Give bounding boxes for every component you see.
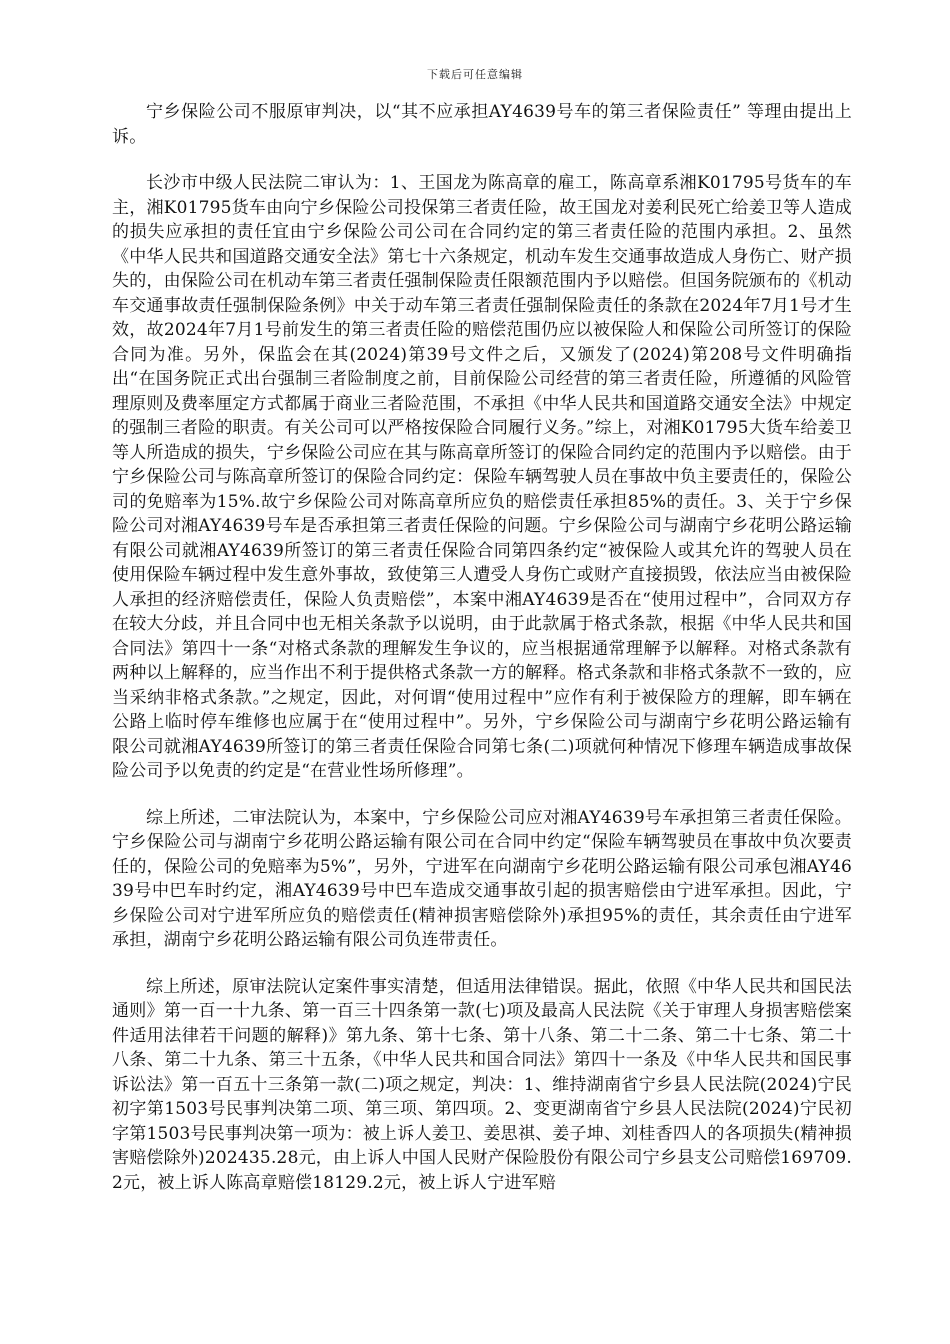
page-header: 下载后可任意编辑 <box>427 68 523 81</box>
paragraph-second-instance-opinion: 长沙市中级人民法院二审认为：1、王国龙为陈高章的雇工，陈高章系湘K01795号货车的车主，湘K01795货车由向宁乡保险公司投保第三者责任险，故王国龙对姜利民死亡给姜卫等人造成的损失应承担的责任宜由宁乡保险公司公司在合同约定的第三者责任险的范围内承担。2、虽然《中华人民共和国道路交通安全法》第七十六条规定，机动车发生交通事故造成人身伤亡、财产损失的，由保险公司在机动车第三者责任强制保险责任限额范围内予以赔偿。但国务院颁布的《机动车交通事故责任强制保险条例》中关于动车第三者责任强制保险责任的条款在2024年7月1号才生效，故2024年7月1号前发生的第三者责任险的赔偿范围仍应以被保险人和保险公司所签订的保险合同为准。另外，保监会在其(2024)第39号文件之后，又颁发了(2024)第208号文件明确指出“在国务院正式出台强制三者险制度之前，目前保险公司经营的第三者责任险，所遵循的风险管理原则及费率厘定方式都属于商业三者险范围，不承担《中华人民共和国道路交通安全法》中规定的强制三者险的职责。有关公司可以严格按保险合同履行义务。”综上，对湘K01795大货车给姜卫等人所造成的损失，宁乡保险公司应在其与陈高章所签订的保险合同约定的范围内予以赔偿。由于宁乡保险公司与陈高章所签订的保险合同约定：保险车辆驾驶人员在事故中负主要责任的，保险公司的免赔率为15%.故宁乡保险公司对陈高章所应负的赔偿责任承担85%的责任。3、关于宁乡保险公司对湘AY4639号车是否承担第三者责任保险的问题。宁乡保险公司与湖南宁乡花明公路运输有限公司就湘AY4639所签订的第三者责任保险合同第四条约定“被保险人或其允许的驾驶人员在使用保险车辆过程中发生意外事故，致使第三人遭受人身伤亡或财产直接损毁，依法应当由被保险人承担的经济赔偿责任，保险人负责赔偿”，本案中湘AY4639是否在“使用过程中”，合同双方存在较大分歧，并且合同中也无相关条款予以说明，由于此款属于格式条款，根据《中华人民共和国合同法》第四十一条“对格式条款的理解发生争议的，应当根据通常理解予以解释。对格式条款有两种以上解释的，应当作出不利于提供格式条款一方的解释。格式条款和非格式条款不一致的，应当采纳非格式条款。”之规定，因此，对何谓“使用过程中”应作有利于被保险方的理解，即车辆在公路上临时停车维修也应属于在“使用过程中”。另外，宁乡保险公司与湖南宁乡花明公路运输有限公司就湘AY4639所签订的第三者责任保险合同第七条(二)项就何种情况下修理车辆造成事故保险公司予以免责的约定是“在营业性场所修理”。 <box>112 173 852 781</box>
paragraph-summary: 综上所述，二审法院认为，本案中，宁乡保险公司应对湘AY4639号车承担第三者责任保险。宁乡保险公司与湖南宁乡花明公路运输有限公司在合同中约定“保险车辆驾驶员在事故中负次要责任的，保险公司的免赔率为5%”，另外，宁进军在向湖南宁乡花明公路运输有限公司承包湘AY4639号中巴车时约定，湘AY4639号中巴车造成交通事故引起的损害赔偿由宁进军承担。因此，宁乡保险公司对宁进军所应负的赔偿责任(精神损害赔偿除外)承担95%的责任，其余责任由宁进军承担，湖南宁乡花明公路运输有限公司负连带责任。 <box>112 807 852 950</box>
paragraph-judgment: 综上所述，原审法院认定案件事实清楚，但适用法律错误。据此，依照《中华人民共和国民法通则》第一百一十九条、第一百三十四条第一款(七)项及最高人民法院《关于审理人身损害赔偿案件适用法律若干问题的解释)》第九条、第十七条、第十八条、第二十二条、第二十七条、第二十八条、第二十九条、第三十五条，《中华人民共和国合同法》第四十一条及《中华人民共和国民事诉讼法》第一百五十三条第一款(二)项之规定，判决：1、维持湖南省宁乡县人民法院(2024)宁民初字第1503号民事判决第二项、第三项、第四项。2、变更湖南省宁乡县人民法院(2024)宁民初字第1503号民事判决第一项为：被上诉人姜卫、姜思祺、姜子坤、刘桂香四人的各项损失(精神损害赔偿除外)202435.28元，由上诉人中国人民财产保险股份有限公司宁乡县支公司赔偿169709.2元，被上诉人陈高章赔偿18129.2元，被上诉人宁进军赔 <box>112 976 852 1193</box>
document-body <box>112 100 852 1217</box>
paragraph-appeal: 宁乡保险公司不服原审判决，以“其不应承担AY4639号车的第三者保险责任” 等理由提出上诉。 <box>112 102 852 147</box>
